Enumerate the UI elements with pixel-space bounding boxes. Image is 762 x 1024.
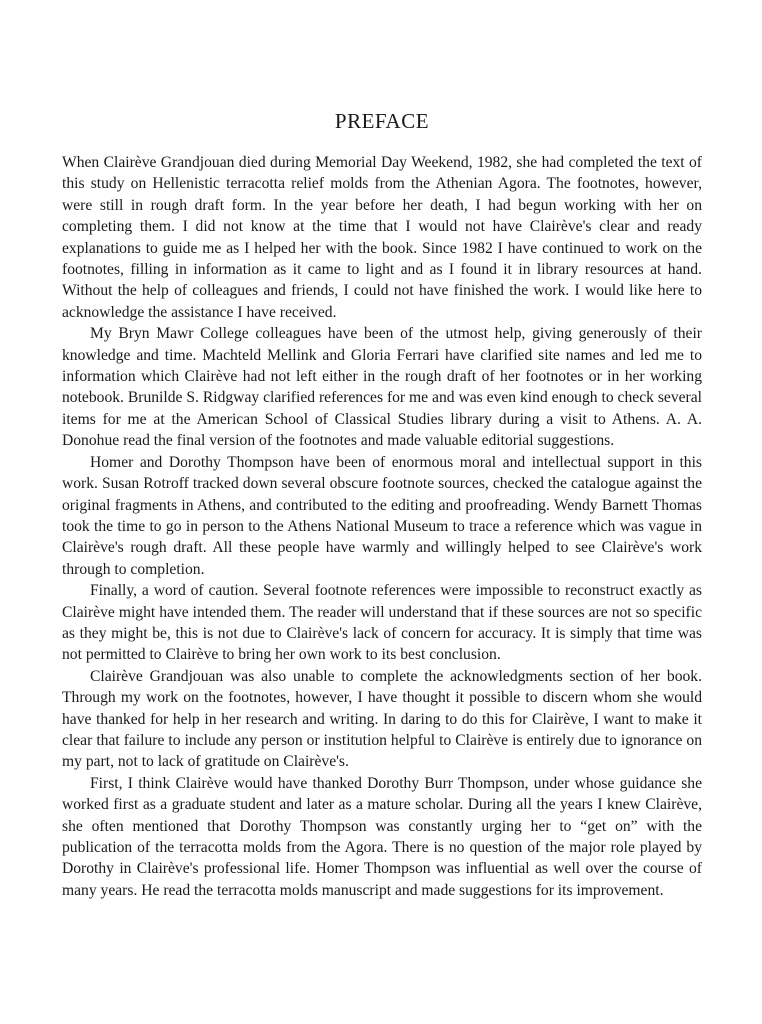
document-page <box>62 0 702 901</box>
paragraph-3: Homer and Dorothy Thompson have been of enormous moral and intellectual support in this work. Susan Rotroff tracked down several obscure footnote sources, checked the catalogue against the original fragments in Athens, and contributed to the editing and proofreading. Wendy Barnett Thomas took the time to go in person to the Athens National Museum to trace a reference which was vague in Clairève's rough draft. All these people have warmly and willingly helped to see Clairève's work through to completion. <box>62 453 702 578</box>
preface-body <box>62 152 702 901</box>
page-title: PREFACE <box>334 109 430 133</box>
paragraph-2: My Bryn Mawr College colleagues have been of the utmost help, giving generously of their knowledge and time. Machteld Mellink and Gloria Ferrari have clarified site names and led me to information which Clairève had not left either in the rough draft of her footnotes or in her working notebook. Brunilde S. Ridgway clarified references for me and was even kind enough to check several items for me at the American School of Classical Studies library during a visit to Athens. A. A. Donohue read the final version of the footnotes and made valuable editorial suggestions. <box>62 325 702 450</box>
paragraph-4: Finally, a word of caution. Several footnote references were impossible to reconstruct exactly as Clairève might have intended them. The reader will understand that if these sources are not so specific as they might be, this is not due to Clairève's lack of concern for accuracy. It is simply that time was not permitted to Clairève to bring her own work to its best conclusion. <box>62 582 702 664</box>
paragraph-1: When Clairève Grandjouan died during Memorial Day Weekend, 1982, she had completed the text of this study on Hellenistic terracotta relief molds from the Athenian Agora. The footnotes, however, were still in rough draft form. In the year before her death, I had begun working with her on completing them. I did not know at the time that I would not have Clairève's clear and ready explanations to guide me as I helped her with the book. Since 1982 I have continued to work on the footnotes, filling in information as it came to light and as I found it in library resources at hand. Without the help of colleagues and friends, I could not have finished the work. I would like here to acknowledge the assistance I have received. <box>62 154 702 321</box>
paragraph-5: Clairève Grandjouan was also unable to complete the acknowledgments section of her book. Through my work on the footnotes, however, I have thought it possible to discern whom she would have thanked for help in her research and writing. In daring to do this for Clairève, I want to make it clear that failure to include any person or institution helpful to Clairève is entirely due to ignorance on my part, not to lack of gratitude on Clairève's. <box>62 667 702 771</box>
paragraph-6: First, I think Clairève would have thanked Dorothy Burr Thompson, under whose guidance she worked first as a graduate student and later as a mature scholar. During all the years I knew Clairève, she often mentioned that Dorothy Thompson was constantly urging her to “get on” with the publication of the terracotta molds from the Agora. There is no question of the major role played by Dorothy in Clairève's professional life. Homer Thompson was influential as well over the course of many years. He read the terracotta molds manuscript and made suggestions for its improvement. <box>62 774 702 899</box>
